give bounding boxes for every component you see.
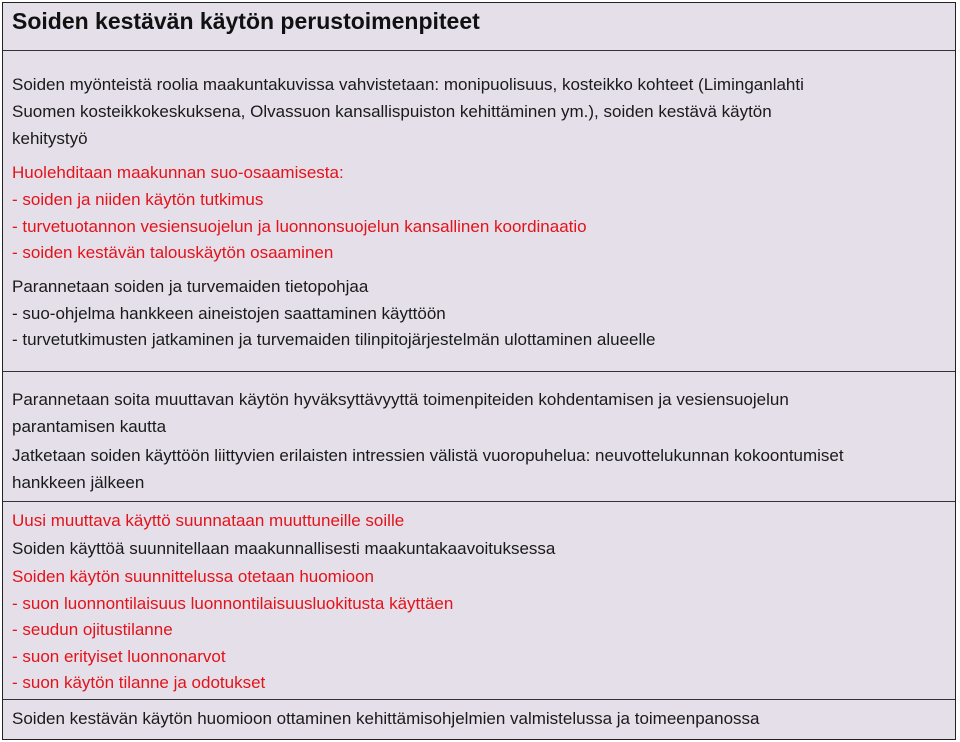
competence-item: - soiden ja niiden käytön tutkimus [12, 190, 264, 209]
knowledge-heading: Parannetaan soiden ja turvemaiden tietopohjaa [12, 277, 369, 296]
considerations-item: - seudun ojitustilanne [12, 620, 173, 639]
planning-line: Soiden käyttöä suunnitellaan maakunnallisesti maakuntakaavoituksessa [12, 539, 556, 558]
knowledge-item: - suo-ohjelma hankkeen aineistojen saattaminen käyttöön [12, 304, 446, 323]
page-title: Soiden kestävän käytön perustoimenpiteet [12, 8, 480, 34]
competence-item: - turvetuotannon vesiensuojelun ja luonnonsuojelun kansallinen koordinaatio [12, 217, 587, 236]
competence-heading: Huolehditaan maakunnan suo-osaamisesta: [12, 163, 344, 182]
knowledge-item: - turvetutkimusten jatkaminen ja turvemaiden tilinpitojärjestelmän ulottaminen alueelle [12, 330, 656, 349]
section-divider [3, 371, 955, 372]
considerations-item: - suon käytön tilanne ja odotukset [12, 673, 266, 692]
considerations-heading: Soiden käytön suunnittelussa otetaan huomioon [12, 567, 374, 586]
programmes-line: Soiden kestävän käytön huomioon ottaminen kehittämisohjelmien valmistelussa ja toimeenpanossa [12, 709, 760, 728]
dialogue-line: Jatketaan soiden käyttöön liittyvien erilaisten intressien välistä vuoropuhelua: neuvottelukunnan kokoontumiset [12, 446, 844, 465]
intro-line: Soiden myönteistä roolia maakuntakuvissa vahvistetaan: monipuolisuus, kosteikko kohteet (Liminganlahti [12, 75, 804, 94]
new-use-line: Uusi muuttava käyttö suunnataan muuttuneille soille [12, 511, 405, 530]
section-divider [3, 699, 955, 700]
dialogue-line: hankkeen jälkeen [12, 473, 145, 492]
acceptability-line: Parannetaan soita muuttavan käytön hyväksyttävyyttä toimenpiteiden kohdentamisen ja vesiensuojelun [12, 390, 789, 409]
intro-line: Suomen kosteikkokeskuksena, Olvassuon kansallispuiston kehittäminen ym.), soiden kestävä käytön [12, 102, 772, 121]
considerations-item: - suon luonnontilaisuus luonnontilaisuusluokitusta käyttäen [12, 594, 454, 613]
intro-line: kehitystyö [12, 129, 88, 148]
section-divider [3, 501, 955, 502]
acceptability-line: parantamisen kautta [12, 417, 167, 436]
slide-frame [2, 2, 956, 740]
competence-item: - soiden kestävän talouskäytön osaaminen [12, 243, 334, 262]
considerations-item: - suon erityiset luonnonarvot [12, 647, 226, 666]
section-divider [3, 50, 955, 51]
